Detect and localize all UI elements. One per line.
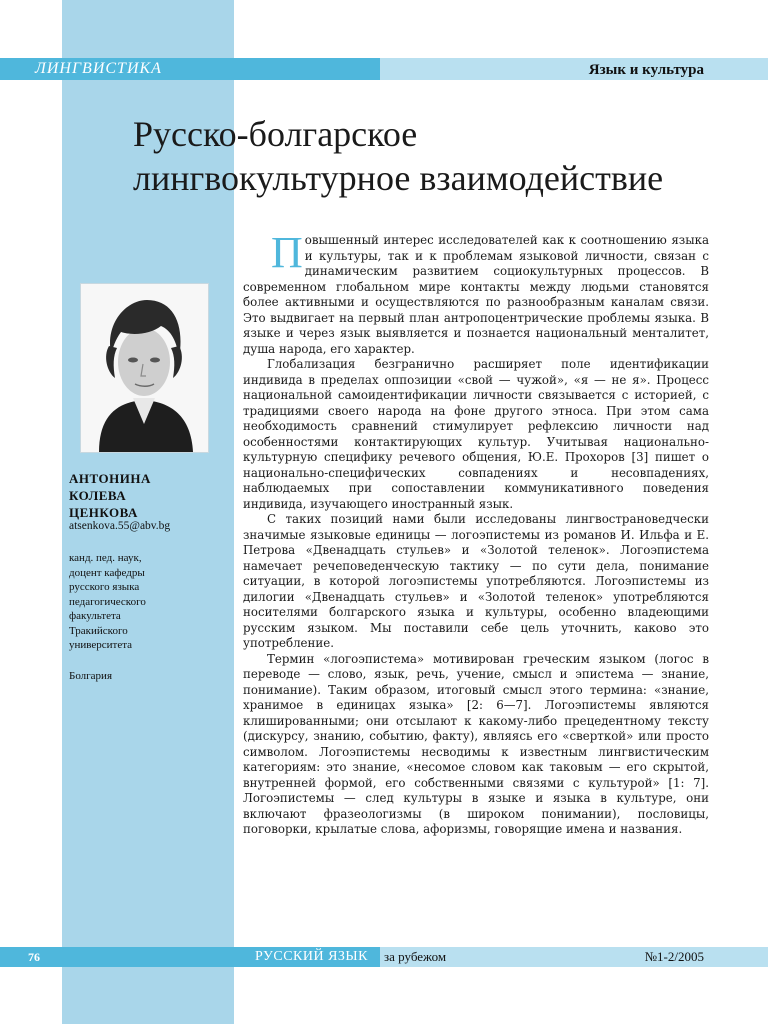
drop-cap: П <box>271 228 303 277</box>
section-label: ЛИНГВИСТИКА <box>35 60 162 77</box>
author-name <box>69 470 229 521</box>
author-portrait-icon <box>81 284 208 452</box>
paragraph-3: С таких позиций нами были исследованы лингвострановедчески значимые языковые единицы — логоэпистемы из романов И. Ильфа и Е. Петрова «Двенадцать стульев» и «Золотой теленок». Логоэпистема намечает речеповеденческую тактику — по сути дела, понимание ситуации, в которой логоэпистемы употребляются. Логоэпистемы из дилогии «Двенадцать стульев» и «Золотой теленок» употребляются носителями болгарского языка и культуры, особенно владеющими русским языком. Мы поставили себе цель уточнить, каково это употребление. <box>243 512 709 650</box>
author-name-line-3: ЦЕНКОВА <box>69 505 138 520</box>
author-credentials <box>69 551 219 653</box>
journal-name: РУССКИЙ ЯЗЫК <box>255 949 368 964</box>
author-info-line: доцент кафедры <box>69 566 145 579</box>
page-number: 76 <box>28 950 40 964</box>
author-info-line: Тракийского <box>69 624 128 637</box>
header-bar-right <box>380 58 768 80</box>
journal-subtitle: за рубежом <box>384 949 447 964</box>
author-info-line: канд. пед. наук, <box>69 552 142 564</box>
author-country: Болгария <box>69 670 113 682</box>
author-email[interactable]: atsenkova.55@abv.bg <box>69 520 171 532</box>
author-photo <box>80 283 209 453</box>
paragraph-2: Глобализация безгранично расширяет поле идентификации индивида в пределах оппозиции «свой — чужой», «я — не я». Процесс национальной самоидентификации личности связывается с историей, с традициями своего народа на фоне другого этноса. При этом сама необходимость сравнений стимулирует рефлексию личности над особенностями контактирующих культур. Учитывая национально-культурную специфику речевого общения, Ю.Е. Прохоров [3] пишет о национально-специфических совпадениях и несовпадениях, наблюдаемых при сопоставлении коммуникативного поведения индивида, изучающего иностранный язык. <box>243 357 709 511</box>
author-name-line-1: АНТОНИНА <box>69 471 151 486</box>
rubric-label: Язык и культура <box>588 62 704 78</box>
paragraph-1-text: овышенный интерес исследователей как к соотношению языка и культуры, так и к проблемам языковой личности, связан с динамическим развитием социокультурных процессов. В современном глобальном мире контакты между людьми становятся более активными и осуществляются по разнообразным каналам связи. Это выдвигает на первый план антропоцентрические проблемы языка. В языке и через язык выявляется и познается национальный менталитет, душа народа, его характер. <box>243 233 709 356</box>
title-line-1: Русско-болгарское <box>133 114 418 154</box>
author-info-line: русского языка <box>69 581 140 593</box>
article-title <box>133 112 733 200</box>
author-info-line: факультета <box>69 610 121 622</box>
author-info-line: педагогического <box>69 595 146 608</box>
issue-number: №1-2/2005 <box>644 949 704 964</box>
paragraph-4: Термин «логоэпистема» мотивирован греческим языком (логос в переводе — слово, язык, речь, учение, смысл и эпистема — знание, понимание). Таким образом, итоговый смысл этого термина: «знание, хранимое в единицах языка» [2: 6—7]. Логоэпистемы являются клишированными; они отсылают к какому-либо прецедентному тексту (дискурсу, знанию, событию, факту), являясь его «сверткой» или просто символом. Логоэпистемы несводимы к известным лингвистическим категориям: это знание, «несомое словом как таковым — его скрытой, внутренней формой, его собственными связями с культурой» [1: 7]. Логоэпистемы — след культуры в языке и языка в культуре, они включают фразеологизмы (в широком понимании), пословицы, поговорки, крылатые слова, афоризмы, говорящие имена и названия. <box>243 651 709 836</box>
article-body <box>243 228 709 838</box>
author-name-line-2: КОЛЕВА <box>69 488 127 503</box>
author-info-line: университета <box>69 639 133 651</box>
title-line-2: лингвокультурное взаимодействие <box>133 158 664 198</box>
paragraph-1 <box>243 228 709 357</box>
